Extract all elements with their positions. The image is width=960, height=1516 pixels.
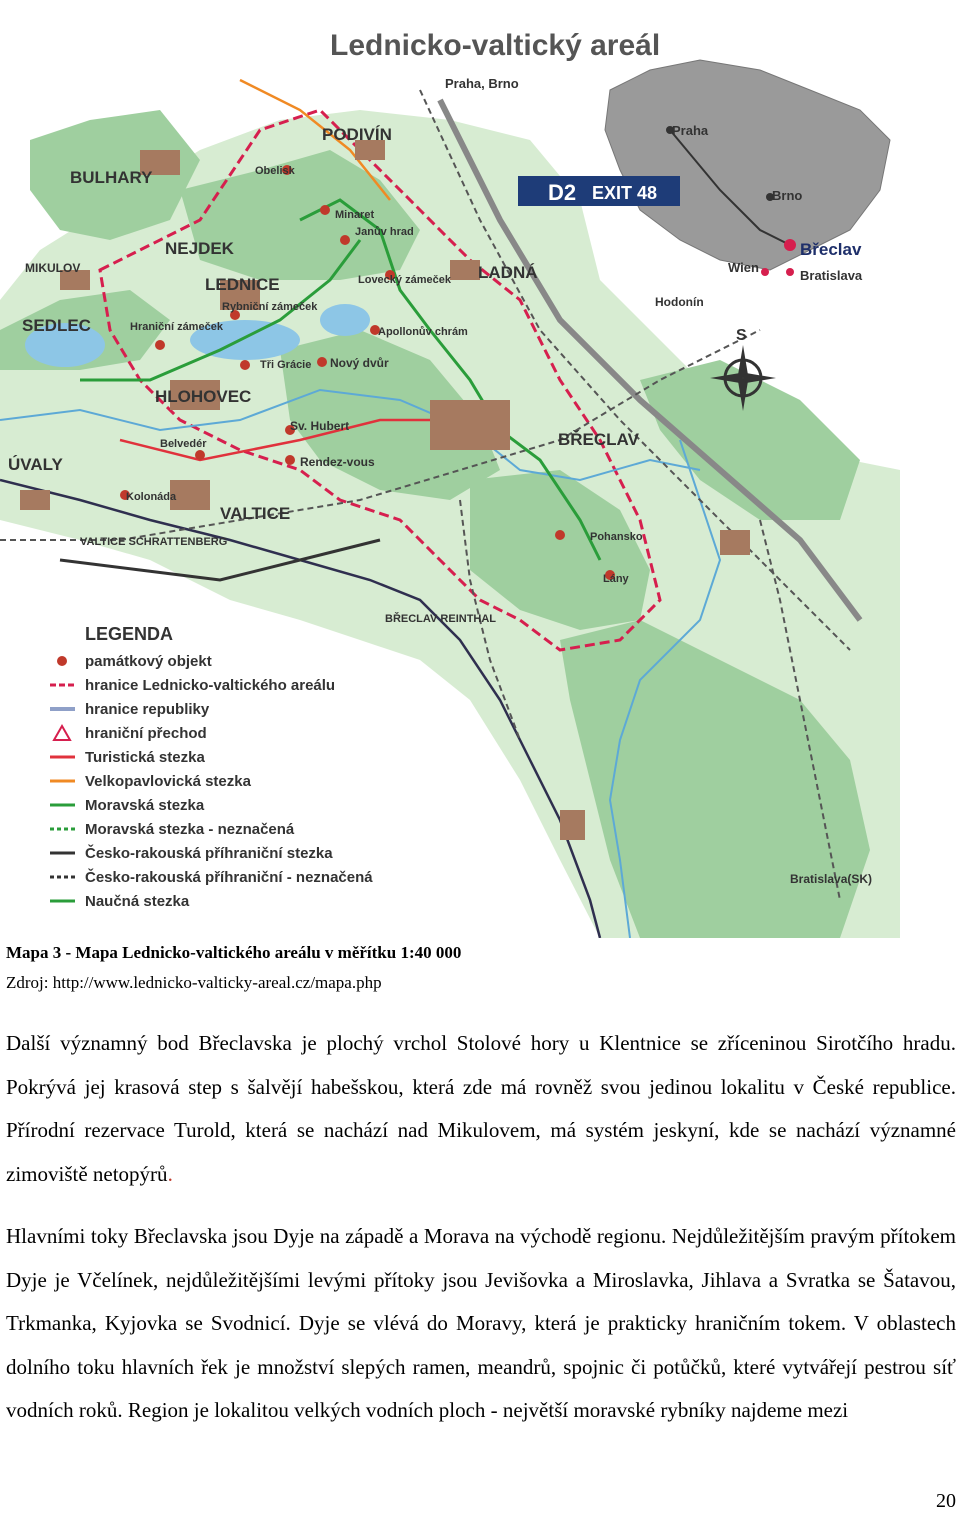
label-rendez-vous: Rendez-vous: [300, 455, 375, 469]
legend-title: LEGENDA: [85, 624, 174, 644]
label-ladna: LADNÁ: [478, 263, 538, 282]
paragraph-1: [6, 1022, 956, 1196]
label-bulhary: BULHARY: [70, 168, 153, 187]
label-hlohovec: HLOHOVEC: [155, 387, 252, 406]
highway-exit-sign: [518, 176, 680, 206]
label-mikulov: MIKULOV: [25, 261, 81, 275]
paragraph-2: Hlavními toky Břeclavska jsou Dyje na západě a Morava na východě regionu. Nejdůležitějším pravým přítokem Dyje je Včelínek, nejdůležitějšími levými přítoky jsou Jevišovka a Miroslavka, Jihlava a Svratka se Šatavou, Trkmanka, Kyjovka se Svodnicí. Dyje se vlévá do Moravy, která je prakticky hraničním tokem. V oblastech dolního toku hlavních řek je množství slepých ramen, meandrů, spojnic či potůčků, které vytvářejí pestrou síť vodních roků. Region je lokalitou velkých vodních ploch - největší moravské rybníky najdeme mezi: [6, 1224, 956, 1422]
label-bratislava-sk: Bratislava(SK): [790, 872, 873, 886]
label-lany: Lány: [603, 573, 629, 585]
label-apollonuv-chram: Apollonův chrám: [378, 326, 468, 338]
inset-bratislava-label: Bratislava: [800, 268, 863, 283]
figure-source: Zdroj: http://www.lednicko-valticky-areal.cz/mapa.php: [6, 973, 382, 992]
figure-caption-block: [6, 940, 956, 994]
inset-breclav-label: Břeclav: [800, 240, 862, 259]
map-title: Lednicko-valtický areál: [330, 29, 661, 62]
legend-item: Velkopavlovická stezka: [85, 773, 251, 790]
label-breclav-reinthal: BŘECLAV REINTHAL: [385, 613, 497, 625]
compass-label: S: [736, 327, 747, 344]
legend-item: Česko-rakouská příhraniční stezka: [85, 845, 333, 862]
figure-caption: Mapa 3 - Mapa Lednicko-valtického areálu v měřítku 1:40 000: [6, 943, 462, 962]
label-sedlec: SEDLEC: [22, 316, 91, 335]
legend-item: Turistická stezka: [85, 749, 205, 766]
legend-item: památkový objekt: [85, 653, 212, 670]
label-lovecky-zamecek: Lovecký zámeček: [358, 274, 451, 286]
label-praha-brno: Praha, Brno: [445, 76, 519, 91]
label-obelisk: Obelisk: [255, 165, 295, 177]
legend-item: Naučná stezka: [85, 893, 190, 910]
legend-item: Moravská stezka - neznačená: [85, 821, 295, 838]
label-hodonin: Hodonín: [655, 295, 704, 309]
legend-item: Moravská stezka: [85, 797, 205, 814]
inset-wien-label: Wien: [728, 260, 759, 275]
label-novy-dvur: Nový dvůr: [330, 356, 389, 370]
label-podivin: PODIVÍN: [322, 125, 392, 144]
label-belveder: Belvedér: [160, 438, 207, 450]
inset-praha-label: Praha: [672, 123, 709, 138]
page-number: 20: [936, 1490, 956, 1512]
label-uvaly: ÚVALY: [8, 455, 63, 474]
label-pohansko: Pohansko: [590, 531, 643, 543]
label-breclav: BŘECLAV: [558, 430, 639, 449]
label-sv-hubert: Sv. Hubert: [290, 419, 350, 433]
legend-item: hranice Lednicko-valtického areálu: [85, 677, 336, 694]
label-kolonada: Kolonáda: [126, 491, 177, 503]
label-januv-hrad: Janův hrad: [355, 226, 414, 238]
legend-item: hraniční přechod: [85, 725, 207, 742]
label-valtice: VALTICE: [220, 504, 291, 523]
label-hranicni-zamecek: Hraniční zámeček: [130, 321, 223, 333]
paragraph-1-text: Další významný bod Břeclavska je plochý vrchol Stolové hory u Klentnice se zříceninou Sirotčího hradu. Pokrývá jej krasová step s šalvějí habešskou, která zde má rovněž svou jedinou lokalitu v České republice. Přírodní rezervace Turold, která se nachází nad Mikulovem, má systém jeskyní, kde se nachází významné zimoviště netopýrů: [6, 1031, 956, 1186]
highway-number: D2: [548, 180, 577, 205]
legend-item: hranice republiky: [85, 701, 210, 718]
inset-brno-label: Brno: [772, 188, 803, 203]
label-lednice: LEDNICE: [205, 275, 280, 294]
label-nejdek: NEJDEK: [165, 239, 234, 258]
body-text: [6, 1022, 956, 1433]
label-rybnicni-zamecek: Rybniční zámeček: [222, 301, 318, 313]
label-minaret: Minaret: [335, 209, 375, 221]
legend-item: Česko-rakouská příhraniční - neznačená: [85, 869, 373, 886]
highway-exit: EXIT 48: [592, 183, 658, 203]
paragraph-1-end-dot: .: [167, 1161, 173, 1186]
label-tri-gracie: Tři Grácie: [260, 359, 312, 371]
label-valtice-schrattenberg: VALTICE SCHRATTENBERG: [80, 536, 228, 548]
